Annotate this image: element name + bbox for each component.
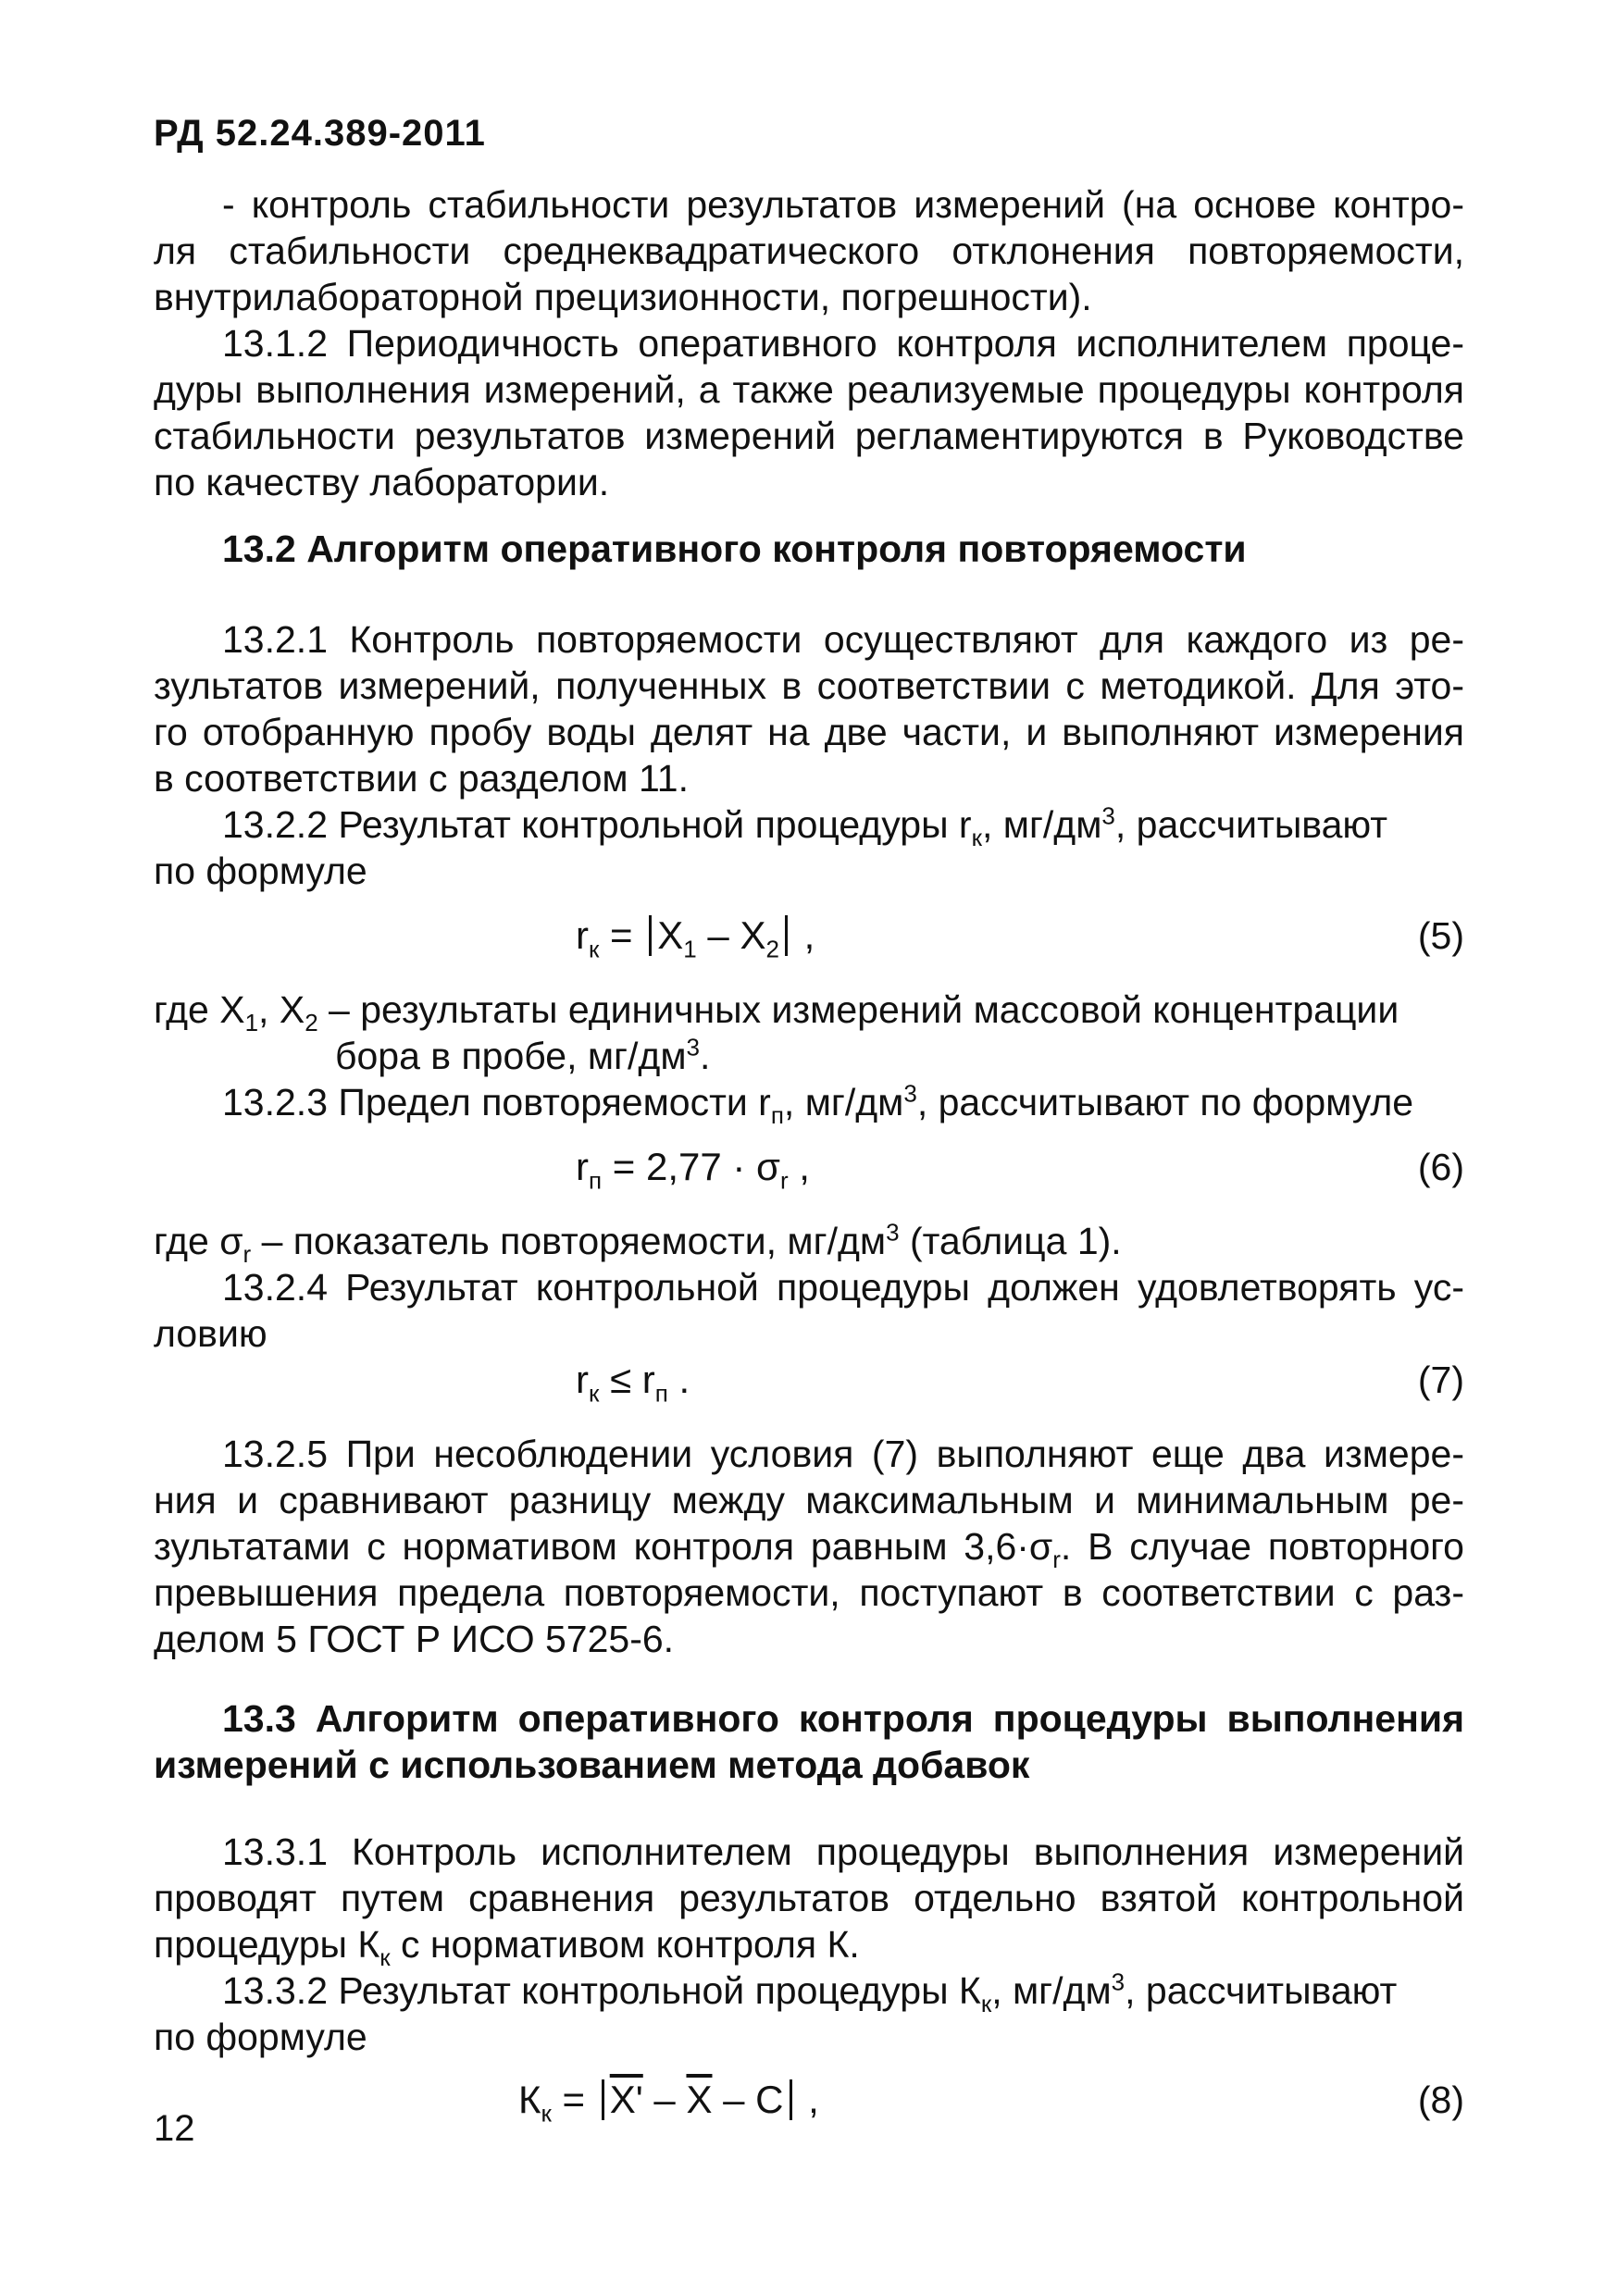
equation-number: (5)	[1417, 914, 1464, 957]
paragraph-line: 13.2.3 Предел повторяемости $r_п$, $мг/дм^3$, рассчитывают по формуле	[222, 1079, 1414, 1130]
paragraph-line: проводят путем сравнения результатов отдельно взятой контрольной	[154, 1877, 1464, 1919]
equation-number: (8)	[1417, 2079, 1464, 2121]
paragraph-line: 13.3.1 Контроль исполнителем процедуры выполнения измерений	[222, 1831, 1464, 1873]
paragraph-line: где $X_1$, $X_2$ – результаты единичных измерений массовой концентрации	[154, 988, 1399, 1037]
paragraph-line: зультатами с нормативом контроля равным $3,6\cdot\sigma_r$. В случае повторного	[154, 1525, 1464, 1574]
section-heading: 13.2 Алгоритм оперативного контроля повторяемости	[222, 527, 1247, 570]
section-heading: 13.3 Алгоритм оперативного контроля процедуры выполнения	[222, 1697, 1464, 1740]
paragraph-line: по качеству лаборатории.	[154, 461, 610, 503]
paragraph-line: внутрилабораторной прецизионности, погрешности).	[154, 276, 1092, 318]
paragraph-line: стабильности результатов измерений регламентируются в Руководстве	[154, 415, 1464, 457]
formula-6: $r_п = 2,77 \cdot \sigma_r$ ,	[576, 1145, 810, 1195]
paragraph-line: 13.2.1 Контроль повторяемости осуществляют для каждого из ре-	[222, 618, 1464, 661]
paragraph-line: - контроль стабильности результатов измерений (на основе контро-	[222, 183, 1464, 226]
paragraph-line: ловию	[154, 1312, 267, 1355]
paragraph-line: в соответствии с разделом 11.	[154, 757, 689, 800]
paragraph-line: 13.2.5 При несоблюдении условия (7) выполняют еще два измере-	[222, 1433, 1464, 1475]
paragraph-line: 13.2.2 Результат контрольной процедуры $r_к$, $мг/дм^3$, рассчитывают	[222, 801, 1388, 852]
paragraph-line: по формуле	[154, 2016, 367, 2058]
section-heading: измерений с использованием метода добавок	[154, 1744, 1030, 1786]
formula-8: $К_к = X' - \overline{X} - C$ ,	[518, 2078, 819, 2128]
page-number: 12	[154, 2108, 195, 2149]
document-id: РД 52.24.389-2011	[154, 113, 486, 154]
paragraph-line: зультатов измерений, полученных в соответствии с методикой. Для это-	[154, 664, 1464, 707]
paragraph-line: 13.1.2 Периодичность оперативного контроля исполнителем проце-	[222, 322, 1464, 365]
paragraph-line: 13.3.2 Результат контрольной процедуры $К_к$, $мг/дм^3$, рассчитывают	[222, 1967, 1398, 2018]
paragraph-line: по формуле	[154, 850, 367, 892]
paragraph-line: дуры выполнения измерений, а также реализуемые процедуры контроля	[154, 368, 1464, 411]
equation-number: (6)	[1417, 1146, 1464, 1188]
paragraph-line: где $\sigma_r$ – показатель повторяемости, $мг/дм^3$ (таблица 1).	[154, 1218, 1122, 1269]
formula-5: $r_к = X_1 - X_2$ ,	[576, 913, 815, 963]
formula-7: $r_к \le r_п$ .	[576, 1358, 690, 1408]
paragraph-line: ля стабильности среднеквадратического отклонения повторяемости,	[154, 230, 1464, 272]
paragraph-line: ния и сравнивают разницу между максимальным и минимальным ре-	[154, 1479, 1464, 1521]
paragraph-line: делом 5 ГОСТ Р ИСО 5725-6.	[154, 1618, 675, 1660]
paragraph-line: бора в пробе, $мг/дм^3$.	[335, 1033, 711, 1077]
paragraph-line: превышения предела повторяемости, поступают в соответствии с раз-	[154, 1571, 1464, 1614]
paragraph-line: го отобранную пробу воды делят на две части, и выполняют измерения	[154, 711, 1464, 753]
paragraph-line: процедуры $К_к$ с нормативом контроля К.	[154, 1923, 860, 1972]
paragraph-line: 13.2.4 Результат контрольной процедуры должен удовлетворять ус-	[222, 1266, 1464, 1309]
equation-number: (7)	[1417, 1359, 1464, 1401]
